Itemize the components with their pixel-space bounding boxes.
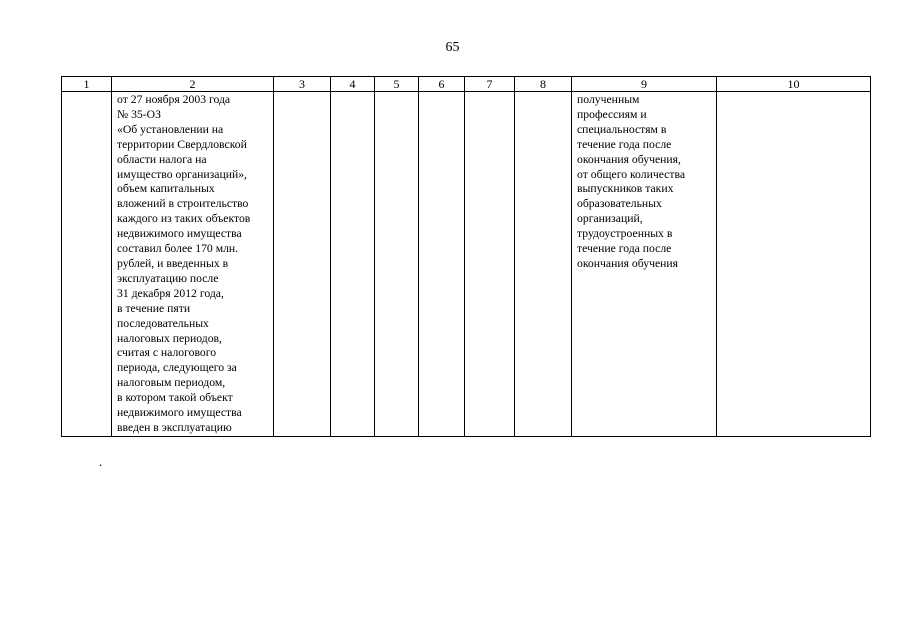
cell-text-line: введен в эксплуатацию — [117, 420, 232, 434]
cell-text-line: периода, следующего за — [117, 361, 237, 375]
table-header-row — [62, 77, 871, 92]
cell-text-line: специальностям в — [577, 122, 667, 136]
column-header-10: 10 — [717, 77, 871, 92]
cell-text-line: составил более 170 млн. — [117, 242, 239, 256]
cell-text-line: в котором такой объект — [117, 391, 233, 405]
cell-text-line: в течение пяти — [117, 301, 191, 315]
table-cell-col-1 — [62, 92, 112, 437]
column-header-5: 5 — [375, 77, 419, 92]
cell-text-line: от общего количества — [577, 167, 686, 181]
cell-text-line: рублей, и введенных в — [117, 256, 229, 270]
cell-text-line: области налога на — [117, 152, 207, 166]
cell-text-line: № 35-ОЗ — [117, 107, 161, 121]
table-cell-col-5 — [375, 92, 419, 437]
cell-text-line: последовательных — [117, 316, 209, 330]
cell-text-line: полученным — [577, 93, 640, 106]
cell-text-line: от 27 ноября 2003 года — [117, 93, 231, 106]
cell-text-line: налоговым периодом, — [117, 376, 226, 390]
table-cell-col-9 — [572, 92, 717, 437]
cell-text-line: считая с налогового — [117, 346, 217, 360]
cell-text-line: 31 декабря 2012 года, — [117, 286, 224, 300]
cell-text-line: выпускников таких — [577, 182, 674, 196]
document-table — [61, 76, 871, 437]
table-row — [62, 92, 871, 437]
cell-text-line: территории Свердловской — [117, 137, 247, 151]
cell-text-line: «Об установлении на — [117, 122, 224, 136]
column-9-text — [572, 92, 716, 272]
cell-text-line: течение года после — [577, 137, 672, 151]
column-header-9: 9 — [572, 77, 717, 92]
table-cell-col-2 — [112, 92, 274, 437]
column-header-6: 6 — [419, 77, 465, 92]
cell-text-line: вложений в строительство — [117, 197, 249, 211]
column-2-text — [112, 92, 273, 436]
cell-text-line: налоговых периодов, — [117, 331, 222, 345]
table-cell-col-3 — [274, 92, 331, 437]
table-cell-col-4 — [331, 92, 375, 437]
table-cell-col-6 — [419, 92, 465, 437]
cell-text-line: имущество организаций», — [117, 167, 247, 181]
column-header-3: 3 — [274, 77, 331, 92]
cell-text-line: трудоустроенных в — [577, 227, 673, 241]
column-header-4: 4 — [331, 77, 375, 92]
column-header-2: 2 — [112, 77, 274, 92]
cell-text-line: течение года после — [577, 242, 672, 256]
table-cell-col-10 — [717, 92, 871, 437]
cell-text-line: профессиям и — [577, 107, 647, 121]
column-header-8: 8 — [515, 77, 572, 92]
cell-text-line: каждого из таких объектов — [117, 212, 251, 226]
cell-text-line: эксплуатацию после — [117, 271, 219, 285]
cell-text-line: объем капитальных — [117, 182, 215, 196]
cell-text-line: недвижимого имущества — [117, 227, 242, 241]
cell-text-line: окончания обучения, — [577, 152, 681, 166]
column-header-7: 7 — [465, 77, 515, 92]
cell-text-line: образовательных — [577, 197, 662, 211]
column-header-1: 1 — [62, 77, 112, 92]
cell-text-line: организаций, — [577, 212, 643, 226]
table-cell-col-7 — [465, 92, 515, 437]
page-number: 65 — [445, 40, 460, 55]
table-cell-col-8 — [515, 92, 572, 437]
cell-text-line: окончания обучения — [577, 256, 679, 270]
trailing-mark: . — [99, 454, 103, 469]
cell-text-line: недвижимого имущества — [117, 406, 242, 420]
